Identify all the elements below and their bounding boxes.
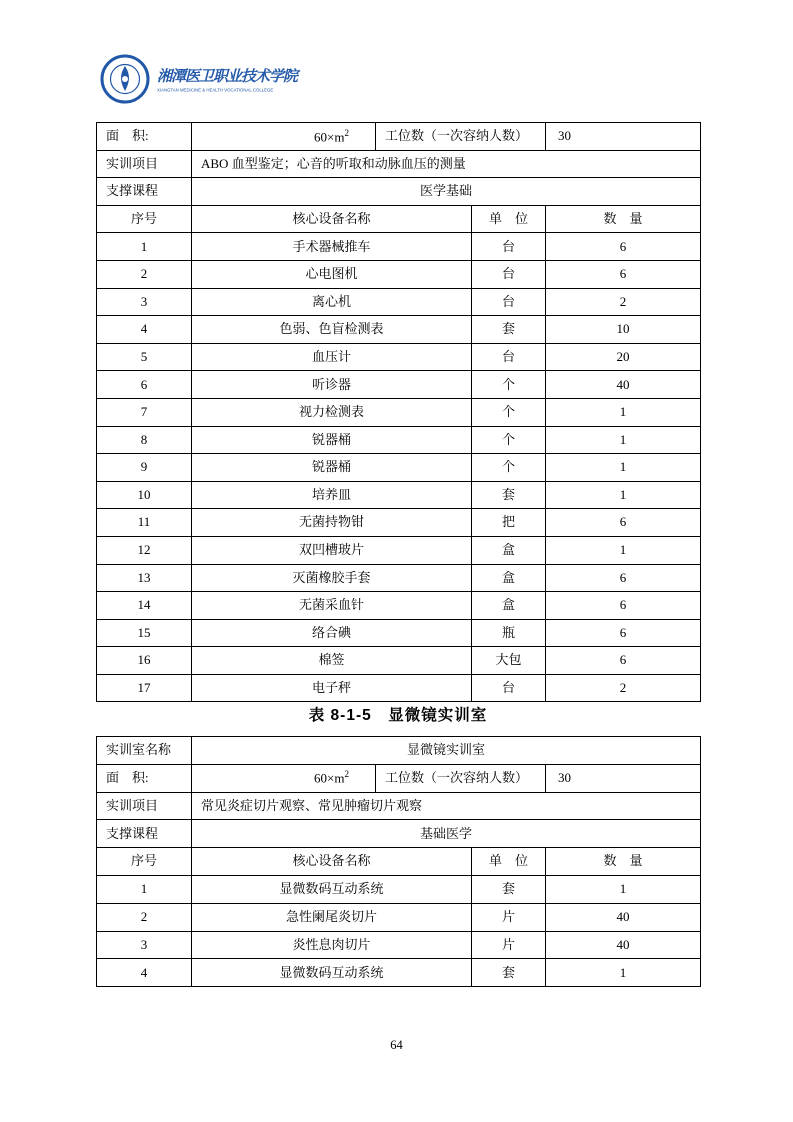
- equipment-quantity: 6: [546, 592, 701, 620]
- row-index: 1: [97, 233, 192, 261]
- capacity-label: 工位数（一次容纳人数）: [376, 764, 546, 792]
- equipment-name: 血压计: [192, 343, 472, 371]
- course-row: [97, 820, 701, 848]
- equipment-quantity: 6: [546, 260, 701, 288]
- equipment-row: [97, 454, 701, 482]
- equipment-name: 显微数码互动系统: [192, 875, 472, 903]
- equipment-row: [97, 875, 701, 903]
- college-emblem-icon: [100, 54, 150, 104]
- equipment-row: [97, 233, 701, 261]
- column-header-row: [97, 848, 701, 876]
- area-value: [192, 123, 376, 151]
- equipment-name: 棉签: [192, 647, 472, 675]
- table-caption: 表 8-1-5 显微镜实训室: [308, 707, 488, 724]
- equipment-row: [97, 931, 701, 959]
- equipment-unit: 台: [472, 233, 546, 261]
- equipment-quantity: 1: [546, 398, 701, 426]
- col-header-name: 核心设备名称: [192, 205, 472, 233]
- row-index: 11: [97, 509, 192, 537]
- equipment-row: [97, 564, 701, 592]
- equipment-quantity: 40: [546, 903, 701, 931]
- equipment-unit: 片: [472, 931, 546, 959]
- row-index: 3: [97, 288, 192, 316]
- equipment-unit: 盒: [472, 592, 546, 620]
- equipment-quantity: 6: [546, 647, 701, 675]
- college-name-cn: 湘潭医卫职业技术学院: [157, 68, 298, 85]
- row-index: 4: [97, 959, 192, 987]
- equipment-name: 络合碘: [192, 619, 472, 647]
- equipment-quantity: 1: [546, 875, 701, 903]
- equipment-quantity: 2: [546, 674, 701, 702]
- equipment-name: 色弱、色盲检测表: [192, 316, 472, 344]
- equipment-unit: 台: [472, 288, 546, 316]
- row-index: 8: [97, 426, 192, 454]
- equipment-row: [97, 619, 701, 647]
- equipment-unit: 片: [472, 903, 546, 931]
- capacity-label: 工位数（一次容纳人数）: [376, 123, 546, 151]
- college-logo-text: [157, 65, 318, 94]
- college-name-en: XIANGTAN MEDICINE & HEALTH VOCATIONAL COLLEGE: [157, 88, 274, 93]
- equipment-quantity: 1: [546, 481, 701, 509]
- equipment-name: 锐器桶: [192, 426, 472, 454]
- table1-rows: [97, 233, 701, 702]
- equipment-quantity: 2: [546, 288, 701, 316]
- equipment-unit: 台: [472, 674, 546, 702]
- col-header-unit: 单 位: [472, 205, 546, 233]
- equipment-unit: 个: [472, 371, 546, 399]
- equipment-quantity: 1: [546, 536, 701, 564]
- capacity-value: 30: [546, 123, 701, 151]
- equipment-quantity: 1: [546, 454, 701, 482]
- equipment-quantity: 10: [546, 316, 701, 344]
- equipment-name: 双凹槽玻片: [192, 536, 472, 564]
- equipment-name: 手术器械推车: [192, 233, 472, 261]
- area-row: [97, 123, 701, 151]
- equipment-row: [97, 288, 701, 316]
- project-value: ABO 血型鉴定；心音的听取和动脉血压的测量: [192, 150, 701, 178]
- equipment-quantity: 20: [546, 343, 701, 371]
- course-label: 支撑课程: [97, 178, 192, 206]
- project-label: 实训项目: [97, 150, 192, 178]
- col-header-index: 序号: [97, 848, 192, 876]
- equipment-unit: 个: [472, 426, 546, 454]
- equipment-row: [97, 398, 701, 426]
- course-value: 基础医学: [192, 820, 701, 848]
- equipment-row: [97, 674, 701, 702]
- course-label: 支撑课程: [97, 820, 192, 848]
- row-index: 4: [97, 316, 192, 344]
- equipment-quantity: 6: [546, 233, 701, 261]
- equipment-name: 无菌采血针: [192, 592, 472, 620]
- row-index: 2: [97, 903, 192, 931]
- area-value-text: 60×m: [314, 770, 345, 786]
- table2-head: [97, 737, 701, 876]
- equipment-row: [97, 371, 701, 399]
- equipment-quantity: 6: [546, 509, 701, 537]
- equipment-row: [97, 481, 701, 509]
- equipment-unit: 个: [472, 398, 546, 426]
- equipment-table-microscope-room: [96, 736, 701, 987]
- row-index: 1: [97, 875, 192, 903]
- area-label: 面 积:: [97, 123, 192, 151]
- row-index: 12: [97, 536, 192, 564]
- row-index: 10: [97, 481, 192, 509]
- row-index: 2: [97, 260, 192, 288]
- row-index: 17: [97, 674, 192, 702]
- equipment-quantity: 1: [546, 959, 701, 987]
- equipment-row: [97, 647, 701, 675]
- equipment-unit: 把: [472, 509, 546, 537]
- equipment-row: [97, 536, 701, 564]
- equipment-name: 电子秤: [192, 674, 472, 702]
- page-number: 64: [390, 1038, 403, 1052]
- equipment-name: 炎性息肉切片: [192, 931, 472, 959]
- equipment-unit: 瓶: [472, 619, 546, 647]
- room-name-value: 显微镜实训室: [192, 737, 701, 765]
- project-row: [97, 792, 701, 820]
- project-value: 常见炎症切片观察、常见肿瘤切片观察: [192, 792, 701, 820]
- equipment-row: [97, 903, 701, 931]
- equipment-name: 锐器桶: [192, 454, 472, 482]
- equipment-quantity: 6: [546, 564, 701, 592]
- row-index: 14: [97, 592, 192, 620]
- row-index: 5: [97, 343, 192, 371]
- area-row: [97, 764, 701, 792]
- area-value: [192, 764, 376, 792]
- equipment-unit: 套: [472, 316, 546, 344]
- equipment-table-medical-basics: [96, 122, 701, 702]
- equipment-name: 听诊器: [192, 371, 472, 399]
- equipment-name: 视力检测表: [192, 398, 472, 426]
- equipment-row: [97, 260, 701, 288]
- equipment-row: [97, 426, 701, 454]
- project-row: [97, 150, 701, 178]
- equipment-name: 无菌持物钳: [192, 509, 472, 537]
- table1-head: [97, 123, 701, 233]
- col-header-qty: 数 量: [546, 205, 701, 233]
- equipment-quantity: 40: [546, 371, 701, 399]
- col-header-index: 序号: [97, 205, 192, 233]
- equipment-quantity: 40: [546, 931, 701, 959]
- row-index: 9: [97, 454, 192, 482]
- equipment-quantity: 1: [546, 426, 701, 454]
- equipment-unit: 个: [472, 454, 546, 482]
- equipment-name: 离心机: [192, 288, 472, 316]
- equipment-row: [97, 509, 701, 537]
- row-index: 7: [97, 398, 192, 426]
- course-row: [97, 178, 701, 206]
- equipment-name: 显微数码互动系统: [192, 959, 472, 987]
- row-index: 3: [97, 931, 192, 959]
- col-header-name: 核心设备名称: [192, 848, 472, 876]
- equipment-row: [97, 343, 701, 371]
- capacity-value: 30: [546, 764, 701, 792]
- equipment-quantity: 6: [546, 619, 701, 647]
- area-superscript: 2: [344, 127, 349, 138]
- col-header-qty: 数 量: [546, 848, 701, 876]
- row-index: 13: [97, 564, 192, 592]
- room-name-label: 实训室名称: [97, 737, 192, 765]
- equipment-unit: 套: [472, 481, 546, 509]
- equipment-name: 培养皿: [192, 481, 472, 509]
- row-index: 16: [97, 647, 192, 675]
- course-value: 医学基础: [192, 178, 701, 206]
- column-header-row: [97, 205, 701, 233]
- row-index: 15: [97, 619, 192, 647]
- equipment-unit: 套: [472, 875, 546, 903]
- equipment-unit: 盒: [472, 564, 546, 592]
- col-header-unit: 单 位: [472, 848, 546, 876]
- equipment-name: 灭菌橡胶手套: [192, 564, 472, 592]
- equipment-unit: 大包: [472, 647, 546, 675]
- equipment-row: [97, 592, 701, 620]
- equipment-unit: 套: [472, 959, 546, 987]
- equipment-unit: 盒: [472, 536, 546, 564]
- area-superscript: 2: [344, 769, 349, 780]
- equipment-row: [97, 316, 701, 344]
- area-value-text: 60×m: [314, 128, 345, 144]
- project-label: 实训项目: [97, 792, 192, 820]
- room-name-row: [97, 737, 701, 765]
- equipment-name: 急性阑尾炎切片: [192, 903, 472, 931]
- equipment-unit: 台: [472, 260, 546, 288]
- area-label: 面 积:: [97, 764, 192, 792]
- row-index: 6: [97, 371, 192, 399]
- table2-rows: [97, 875, 701, 986]
- college-logo: [100, 54, 318, 104]
- equipment-unit: 台: [472, 343, 546, 371]
- equipment-name: 心电图机: [192, 260, 472, 288]
- equipment-row: [97, 959, 701, 987]
